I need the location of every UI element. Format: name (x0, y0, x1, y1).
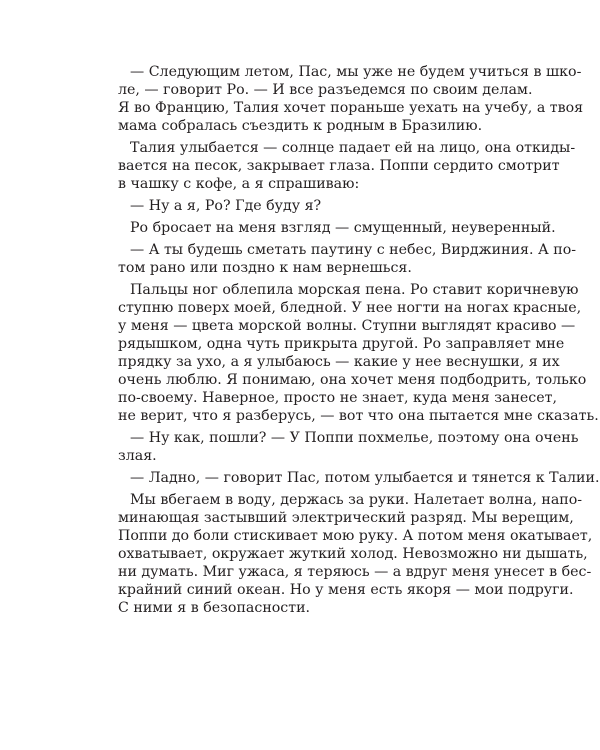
text-line: ни думать. Миг ужаса, я теряюсь — а вдруг меня унесет в бес- (118, 564, 592, 580)
text-line: охватывает, окружает жуткий холод. Невозможно ни дышать, (118, 546, 588, 562)
text-line: в чашку с кофе, а я спрашиваю: (118, 176, 360, 192)
text-line: Поппи до боли стискивает мою руку. А потом меня окатывает, (118, 528, 593, 544)
text-line: Мы вбегаем в воду, держась за руки. Налетает волна, напо- (130, 492, 583, 508)
text-line: — Ну как, пошли? — У Поппи похмелье, поэтому она очень (130, 430, 579, 446)
text-line: злая. (118, 448, 157, 464)
text-line: не верит, что я разберусь, — вот что она пытается мне сказать. (118, 408, 599, 424)
text-line: Ро бросает на меня взгляд — смущенный, неуверенный. (130, 220, 556, 236)
text-line: том рано или поздно к нам вернешься. (118, 260, 412, 276)
text-line: — Ну а я, Ро? Где буду я? (130, 198, 322, 214)
text-line: — Ладно, — говорит Пас, потом улыбается и тянется к Талии. (130, 470, 600, 486)
text-line: — Следующим летом, Пас, мы уже не будем учиться в шко- (130, 64, 582, 80)
text-line: прядку за ухо, а я улыбаюсь — какие у нее веснушки, я их (118, 354, 560, 370)
text-line: С ними я в безопасности. (118, 600, 311, 616)
text-line: крайний синий океан. Но у меня есть якоря — мои подруги. (118, 582, 574, 598)
text-line: по-своему. Наверное, просто не знает, куда меня занесет, (118, 390, 557, 406)
text-line: рядышком, одна чуть прикрыта другой. Ро заправляет мне (118, 336, 565, 352)
text-line: — А ты будешь сметать паутину с небес, Вирджиния. А по- (130, 242, 577, 258)
text-line: вается на песок, закрывает глаза. Поппи сердито смотрит (118, 158, 560, 174)
text-line: мама собралась съездить к родным в Бразилию. (118, 118, 483, 134)
text-line: минающая застывший электрический разряд. Мы верещим, (118, 510, 574, 526)
text-line: Я во Францию, Талия хочет пораньше уехать на учебу, а твоя (118, 100, 584, 116)
text-line: ступню поверх моей, бледной. У нее ногти на ногах красные, (118, 300, 582, 316)
page-text (118, 63, 600, 617)
text-line: Талия улыбается — солнце падает ей на лицо, она откиды- (130, 140, 576, 156)
text-line: Пальцы ног облепила морская пена. Ро ставит коричневую (130, 282, 579, 298)
text-line: у меня — цвета морской волны. Ступни выглядят красиво — (118, 318, 576, 334)
text-line: очень люблю. Я понимаю, она хочет меня подбодрить, только (118, 372, 587, 388)
text-line: ле, — говорит Ро. — И все разъедемся по своим делам. (118, 82, 533, 98)
